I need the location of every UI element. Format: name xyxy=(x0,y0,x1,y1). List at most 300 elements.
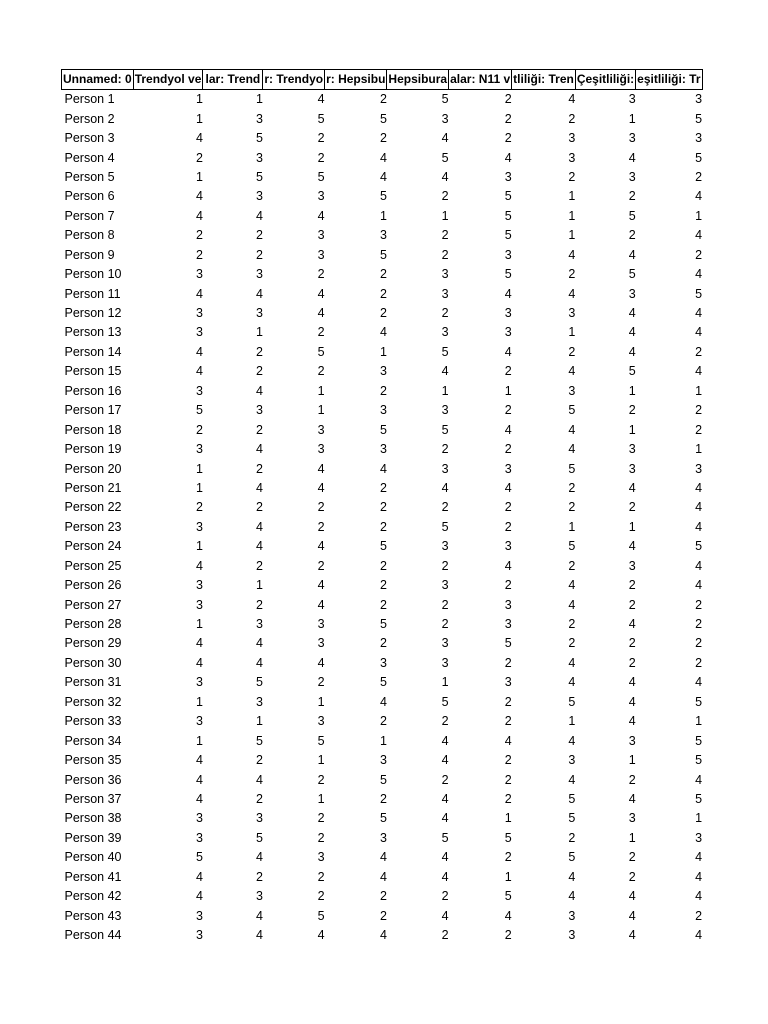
table-cell[interactable]: 4 xyxy=(568,889,576,904)
table-cell[interactable]: 2 xyxy=(568,500,576,515)
table-cell[interactable]: 2 xyxy=(504,850,512,865)
table-cell[interactable]: 1 xyxy=(695,208,703,223)
table-cell[interactable]: 2 xyxy=(695,597,703,612)
table-cell[interactable]: 3 xyxy=(195,519,203,534)
table-cell[interactable]: 3 xyxy=(379,655,387,670)
table-cell[interactable]: 5 xyxy=(568,811,576,826)
column-header[interactable]: Unnamed: 0 xyxy=(62,70,134,90)
table-cell[interactable]: 4 xyxy=(628,150,636,165)
table-cell[interactable]: 3 xyxy=(568,908,576,923)
table-cell[interactable]: 5 xyxy=(317,344,325,359)
table-cell[interactable]: 2 xyxy=(255,422,263,437)
table-cell[interactable]: 3 xyxy=(441,578,449,593)
table-cell[interactable]: 2 xyxy=(504,772,512,787)
table-cell[interactable]: 2 xyxy=(195,228,203,243)
row-label[interactable]: Person 3 xyxy=(64,131,115,146)
table-cell[interactable]: 2 xyxy=(255,247,263,262)
table-cell[interactable]: 2 xyxy=(695,169,703,184)
table-cell[interactable]: 2 xyxy=(504,714,512,729)
table-cell[interactable]: 5 xyxy=(255,169,263,184)
table-cell[interactable]: 2 xyxy=(504,928,512,943)
table-cell[interactable]: 3 xyxy=(628,169,636,184)
row-label[interactable]: Person 26 xyxy=(64,578,122,593)
table-cell[interactable]: 5 xyxy=(695,791,703,806)
table-cell[interactable]: 3 xyxy=(195,325,203,340)
row-label[interactable]: Person 14 xyxy=(64,344,122,359)
table-cell[interactable]: 3 xyxy=(441,403,449,418)
table-cell[interactable]: 4 xyxy=(695,189,703,204)
table-cell[interactable]: 4 xyxy=(628,480,636,495)
table-cell[interactable]: 2 xyxy=(695,908,703,923)
table-cell[interactable]: 1 xyxy=(195,480,203,495)
table-cell[interactable]: 5 xyxy=(441,694,449,709)
table-cell[interactable]: 4 xyxy=(695,325,703,340)
row-label[interactable]: Person 18 xyxy=(64,422,122,437)
column-header[interactable]: Trendyol ve xyxy=(133,70,203,90)
table-cell[interactable]: 3 xyxy=(441,461,449,476)
table-cell[interactable]: 2 xyxy=(695,617,703,632)
table-cell[interactable]: 4 xyxy=(255,908,263,923)
table-cell[interactable]: 2 xyxy=(441,306,449,321)
row-label[interactable]: Person 25 xyxy=(64,558,122,573)
table-cell[interactable]: 5 xyxy=(317,733,325,748)
table-cell[interactable]: 5 xyxy=(379,617,387,632)
table-cell[interactable]: 5 xyxy=(379,189,387,204)
table-cell[interactable]: 3 xyxy=(628,558,636,573)
column-header[interactable]: Hepsibura xyxy=(387,70,449,90)
table-cell[interactable]: 4 xyxy=(568,247,576,262)
table-cell[interactable]: 1 xyxy=(441,208,449,223)
table-cell[interactable]: 1 xyxy=(504,811,512,826)
table-cell[interactable]: 1 xyxy=(195,617,203,632)
table-cell[interactable]: 4 xyxy=(379,325,387,340)
table-cell[interactable]: 4 xyxy=(568,869,576,884)
table-cell[interactable]: 3 xyxy=(504,306,512,321)
table-cell[interactable]: 4 xyxy=(317,597,325,612)
table-cell[interactable]: 4 xyxy=(379,150,387,165)
table-cell[interactable]: 5 xyxy=(695,286,703,301)
table-cell[interactable]: 2 xyxy=(695,655,703,670)
table-cell[interactable]: 1 xyxy=(195,733,203,748)
table-cell[interactable]: 5 xyxy=(317,908,325,923)
table-cell[interactable]: 4 xyxy=(317,306,325,321)
table-cell[interactable]: 3 xyxy=(441,636,449,651)
table-cell[interactable]: 4 xyxy=(568,675,576,690)
table-cell[interactable]: 3 xyxy=(255,889,263,904)
column-header[interactable]: r: Trendyo xyxy=(263,70,325,90)
table-cell[interactable]: 2 xyxy=(628,228,636,243)
table-cell[interactable]: 3 xyxy=(504,675,512,690)
row-label[interactable]: Person 32 xyxy=(64,694,122,709)
table-cell[interactable]: 2 xyxy=(568,830,576,845)
row-label[interactable]: Person 13 xyxy=(64,325,122,340)
table-cell[interactable]: 3 xyxy=(195,811,203,826)
table-cell[interactable]: 2 xyxy=(568,267,576,282)
table-cell[interactable]: 3 xyxy=(379,228,387,243)
table-cell[interactable]: 3 xyxy=(317,636,325,651)
table-cell[interactable]: 2 xyxy=(441,500,449,515)
table-cell[interactable]: 3 xyxy=(317,442,325,457)
table-cell[interactable]: 3 xyxy=(195,383,203,398)
table-cell[interactable]: 4 xyxy=(195,636,203,651)
table-cell[interactable]: 5 xyxy=(195,403,203,418)
table-cell[interactable]: 3 xyxy=(255,267,263,282)
row-label[interactable]: Person 16 xyxy=(64,383,122,398)
table-cell[interactable]: 2 xyxy=(628,772,636,787)
table-cell[interactable]: 3 xyxy=(317,228,325,243)
table-cell[interactable]: 2 xyxy=(441,442,449,457)
table-cell[interactable]: 4 xyxy=(255,286,263,301)
table-cell[interactable]: 1 xyxy=(568,208,576,223)
table-cell[interactable]: 4 xyxy=(317,92,325,107)
row-label[interactable]: Person 20 xyxy=(64,461,122,476)
row-label[interactable]: Person 39 xyxy=(64,830,122,845)
table-cell[interactable]: 4 xyxy=(255,850,263,865)
row-label[interactable]: Person 12 xyxy=(64,306,122,321)
table-cell[interactable]: 5 xyxy=(504,189,512,204)
table-cell[interactable]: 4 xyxy=(628,714,636,729)
table-cell[interactable]: 3 xyxy=(255,617,263,632)
table-cell[interactable]: 3 xyxy=(628,442,636,457)
table-cell[interactable]: 2 xyxy=(441,189,449,204)
row-label[interactable]: Person 7 xyxy=(64,208,115,223)
table-cell[interactable]: 4 xyxy=(628,791,636,806)
table-cell[interactable]: 5 xyxy=(628,267,636,282)
table-cell[interactable]: 4 xyxy=(695,928,703,943)
table-cell[interactable]: 1 xyxy=(568,325,576,340)
table-cell[interactable]: 4 xyxy=(317,578,325,593)
table-cell[interactable]: 2 xyxy=(317,519,325,534)
table-cell[interactable]: 2 xyxy=(504,111,512,126)
table-cell[interactable]: 5 xyxy=(441,830,449,845)
table-cell[interactable]: 1 xyxy=(504,383,512,398)
table-cell[interactable]: 4 xyxy=(568,655,576,670)
table-cell[interactable]: 2 xyxy=(568,636,576,651)
table-cell[interactable]: 2 xyxy=(628,597,636,612)
table-cell[interactable]: 4 xyxy=(317,286,325,301)
table-cell[interactable]: 4 xyxy=(195,753,203,768)
row-label[interactable]: Person 29 xyxy=(64,636,122,651)
row-label[interactable]: Person 5 xyxy=(64,169,115,184)
table-cell[interactable]: 4 xyxy=(504,422,512,437)
row-label[interactable]: Person 1 xyxy=(64,92,115,107)
table-cell[interactable]: 3 xyxy=(504,325,512,340)
table-cell[interactable]: 2 xyxy=(379,791,387,806)
table-cell[interactable]: 4 xyxy=(695,772,703,787)
table-cell[interactable]: 3 xyxy=(317,850,325,865)
table-cell[interactable]: 3 xyxy=(441,267,449,282)
table-cell[interactable]: 1 xyxy=(628,519,636,534)
table-cell[interactable]: 2 xyxy=(317,500,325,515)
table-cell[interactable]: 5 xyxy=(441,344,449,359)
table-cell[interactable]: 2 xyxy=(628,403,636,418)
table-cell[interactable]: 5 xyxy=(255,675,263,690)
table-cell[interactable]: 3 xyxy=(628,811,636,826)
table-cell[interactable]: 3 xyxy=(628,286,636,301)
table-cell[interactable]: 4 xyxy=(255,928,263,943)
table-cell[interactable]: 5 xyxy=(628,364,636,379)
table-cell[interactable]: 2 xyxy=(317,772,325,787)
table-cell[interactable]: 5 xyxy=(568,539,576,554)
table-cell[interactable]: 4 xyxy=(504,480,512,495)
table-cell[interactable]: 2 xyxy=(628,655,636,670)
table-cell[interactable]: 3 xyxy=(379,830,387,845)
table-cell[interactable]: 4 xyxy=(195,286,203,301)
table-cell[interactable]: 4 xyxy=(441,169,449,184)
table-cell[interactable]: 4 xyxy=(441,131,449,146)
row-label[interactable]: Person 37 xyxy=(64,791,122,806)
table-cell[interactable]: 4 xyxy=(628,928,636,943)
table-cell[interactable]: 4 xyxy=(568,597,576,612)
table-cell[interactable]: 3 xyxy=(504,461,512,476)
table-cell[interactable]: 3 xyxy=(695,461,703,476)
table-cell[interactable]: 4 xyxy=(441,753,449,768)
table-cell[interactable]: 5 xyxy=(255,830,263,845)
table-cell[interactable]: 3 xyxy=(568,131,576,146)
table-cell[interactable]: 3 xyxy=(195,442,203,457)
table-cell[interactable]: 3 xyxy=(379,403,387,418)
row-label[interactable]: Person 33 xyxy=(64,714,122,729)
table-cell[interactable]: 3 xyxy=(441,286,449,301)
table-cell[interactable]: 3 xyxy=(695,92,703,107)
table-cell[interactable]: 5 xyxy=(379,675,387,690)
table-cell[interactable]: 2 xyxy=(628,636,636,651)
table-cell[interactable]: 3 xyxy=(317,422,325,437)
row-label[interactable]: Person 6 xyxy=(64,189,115,204)
table-cell[interactable]: 3 xyxy=(568,150,576,165)
table-cell[interactable]: 1 xyxy=(317,753,325,768)
table-cell[interactable]: 4 xyxy=(695,228,703,243)
table-cell[interactable]: 1 xyxy=(379,733,387,748)
table-cell[interactable]: 3 xyxy=(504,169,512,184)
row-label[interactable]: Person 28 xyxy=(64,617,122,632)
row-label[interactable]: Person 15 xyxy=(64,364,122,379)
table-cell[interactable]: 1 xyxy=(255,714,263,729)
table-cell[interactable]: 4 xyxy=(628,539,636,554)
table-cell[interactable]: 2 xyxy=(568,111,576,126)
table-cell[interactable]: 2 xyxy=(317,150,325,165)
table-cell[interactable]: 2 xyxy=(441,928,449,943)
table-cell[interactable]: 4 xyxy=(695,364,703,379)
table-cell[interactable]: 4 xyxy=(317,539,325,554)
table-cell[interactable]: 2 xyxy=(504,519,512,534)
table-cell[interactable]: 4 xyxy=(695,889,703,904)
table-cell[interactable]: 3 xyxy=(195,908,203,923)
table-cell[interactable]: 5 xyxy=(695,694,703,709)
table-cell[interactable]: 4 xyxy=(504,286,512,301)
table-cell[interactable]: 2 xyxy=(695,636,703,651)
table-cell[interactable]: 5 xyxy=(504,267,512,282)
table-cell[interactable]: 3 xyxy=(568,306,576,321)
table-cell[interactable]: 5 xyxy=(441,92,449,107)
table-cell[interactable]: 4 xyxy=(568,364,576,379)
table-cell[interactable]: 4 xyxy=(695,500,703,515)
table-cell[interactable]: 4 xyxy=(255,442,263,457)
table-cell[interactable]: 4 xyxy=(441,364,449,379)
table-cell[interactable]: 2 xyxy=(628,869,636,884)
table-cell[interactable]: 1 xyxy=(317,383,325,398)
column-header[interactable]: alar: N11 v xyxy=(449,70,512,90)
table-cell[interactable]: 4 xyxy=(195,189,203,204)
table-cell[interactable]: 2 xyxy=(317,364,325,379)
table-cell[interactable]: 3 xyxy=(255,811,263,826)
table-cell[interactable]: 5 xyxy=(504,830,512,845)
table-cell[interactable]: 4 xyxy=(379,694,387,709)
table-cell[interactable]: 2 xyxy=(441,772,449,787)
table-cell[interactable]: 4 xyxy=(317,655,325,670)
table-cell[interactable]: 2 xyxy=(255,228,263,243)
table-cell[interactable]: 2 xyxy=(504,655,512,670)
table-cell[interactable]: 4 xyxy=(695,675,703,690)
table-cell[interactable]: 5 xyxy=(255,733,263,748)
table-cell[interactable]: 2 xyxy=(695,422,703,437)
table-cell[interactable]: 4 xyxy=(441,869,449,884)
column-header[interactable]: Çeşitliliği: xyxy=(575,70,635,90)
row-label[interactable]: Person 21 xyxy=(64,480,122,495)
table-cell[interactable]: 1 xyxy=(441,383,449,398)
table-cell[interactable]: 4 xyxy=(568,422,576,437)
table-cell[interactable]: 3 xyxy=(504,597,512,612)
row-label[interactable]: Person 35 xyxy=(64,753,122,768)
table-cell[interactable]: 4 xyxy=(255,383,263,398)
table-cell[interactable]: 1 xyxy=(568,519,576,534)
table-cell[interactable]: 3 xyxy=(379,364,387,379)
table-cell[interactable]: 1 xyxy=(255,578,263,593)
table-cell[interactable]: 4 xyxy=(628,325,636,340)
table-cell[interactable]: 2 xyxy=(317,811,325,826)
table-cell[interactable]: 4 xyxy=(379,169,387,184)
table-cell[interactable]: 4 xyxy=(628,247,636,262)
table-cell[interactable]: 3 xyxy=(695,830,703,845)
table-cell[interactable]: 2 xyxy=(379,92,387,107)
table-cell[interactable]: 5 xyxy=(695,111,703,126)
table-cell[interactable]: 4 xyxy=(504,150,512,165)
table-cell[interactable]: 2 xyxy=(695,247,703,262)
table-cell[interactable]: 2 xyxy=(379,714,387,729)
table-cell[interactable]: 4 xyxy=(628,908,636,923)
table-cell[interactable]: 2 xyxy=(255,461,263,476)
table-cell[interactable]: 2 xyxy=(568,169,576,184)
table-cell[interactable]: 2 xyxy=(195,500,203,515)
table-cell[interactable]: 4 xyxy=(504,908,512,923)
table-cell[interactable]: 5 xyxy=(379,422,387,437)
table-cell[interactable]: 5 xyxy=(379,111,387,126)
table-cell[interactable]: 2 xyxy=(441,228,449,243)
table-cell[interactable]: 3 xyxy=(379,753,387,768)
table-cell[interactable]: 1 xyxy=(628,753,636,768)
row-label[interactable]: Person 36 xyxy=(64,772,122,787)
table-cell[interactable]: 3 xyxy=(195,578,203,593)
table-cell[interactable]: 5 xyxy=(317,169,325,184)
table-cell[interactable]: 4 xyxy=(568,92,576,107)
table-cell[interactable]: 5 xyxy=(379,772,387,787)
table-cell[interactable]: 2 xyxy=(195,422,203,437)
table-cell[interactable]: 2 xyxy=(504,578,512,593)
table-cell[interactable]: 2 xyxy=(695,344,703,359)
table-cell[interactable]: 4 xyxy=(317,480,325,495)
table-cell[interactable]: 5 xyxy=(441,422,449,437)
table-cell[interactable]: 4 xyxy=(195,655,203,670)
table-cell[interactable]: 4 xyxy=(441,791,449,806)
table-cell[interactable]: 2 xyxy=(504,442,512,457)
table-cell[interactable]: 5 xyxy=(695,150,703,165)
table-cell[interactable]: 2 xyxy=(195,247,203,262)
table-cell[interactable]: 2 xyxy=(504,694,512,709)
table-cell[interactable]: 1 xyxy=(195,169,203,184)
row-label[interactable]: Person 9 xyxy=(64,247,115,262)
table-cell[interactable]: 4 xyxy=(628,694,636,709)
table-cell[interactable]: 2 xyxy=(379,383,387,398)
column-header[interactable]: eşitliliği: Tr xyxy=(636,70,702,90)
table-cell[interactable]: 5 xyxy=(504,889,512,904)
table-cell[interactable]: 2 xyxy=(504,131,512,146)
table-cell[interactable]: 4 xyxy=(255,519,263,534)
table-cell[interactable]: 3 xyxy=(568,383,576,398)
table-cell[interactable]: 3 xyxy=(504,247,512,262)
table-cell[interactable]: 2 xyxy=(504,403,512,418)
table-cell[interactable]: 5 xyxy=(568,850,576,865)
table-cell[interactable]: 4 xyxy=(441,908,449,923)
table-cell[interactable]: 2 xyxy=(628,850,636,865)
table-cell[interactable]: 3 xyxy=(195,267,203,282)
table-cell[interactable]: 4 xyxy=(628,344,636,359)
table-cell[interactable]: 3 xyxy=(504,539,512,554)
row-label[interactable]: Person 38 xyxy=(64,811,122,826)
table-cell[interactable]: 2 xyxy=(441,597,449,612)
table-cell[interactable]: 2 xyxy=(379,578,387,593)
table-cell[interactable]: 3 xyxy=(255,694,263,709)
table-cell[interactable]: 1 xyxy=(195,111,203,126)
table-cell[interactable]: 4 xyxy=(568,578,576,593)
table-cell[interactable]: 4 xyxy=(379,850,387,865)
table-cell[interactable]: 5 xyxy=(628,208,636,223)
table-cell[interactable]: 2 xyxy=(317,267,325,282)
table-cell[interactable]: 2 xyxy=(504,500,512,515)
table-cell[interactable]: 2 xyxy=(568,344,576,359)
row-label[interactable]: Person 43 xyxy=(64,908,122,923)
table-cell[interactable]: 5 xyxy=(695,753,703,768)
table-cell[interactable]: 3 xyxy=(441,325,449,340)
table-cell[interactable]: 1 xyxy=(695,714,703,729)
table-cell[interactable]: 3 xyxy=(695,131,703,146)
table-cell[interactable]: 4 xyxy=(628,675,636,690)
table-cell[interactable]: 4 xyxy=(255,208,263,223)
table-cell[interactable]: 1 xyxy=(628,111,636,126)
table-cell[interactable]: 5 xyxy=(568,694,576,709)
row-label[interactable]: Person 31 xyxy=(64,675,122,690)
table-cell[interactable]: 4 xyxy=(504,558,512,573)
table-cell[interactable]: 1 xyxy=(628,830,636,845)
table-cell[interactable]: 4 xyxy=(195,772,203,787)
table-cell[interactable]: 2 xyxy=(441,558,449,573)
row-label[interactable]: Person 27 xyxy=(64,597,122,612)
row-label[interactable]: Person 17 xyxy=(64,403,122,418)
table-cell[interactable]: 4 xyxy=(695,850,703,865)
table-cell[interactable]: 2 xyxy=(695,403,703,418)
table-cell[interactable]: 5 xyxy=(568,791,576,806)
table-cell[interactable]: 5 xyxy=(568,461,576,476)
table-cell[interactable]: 4 xyxy=(695,267,703,282)
table-cell[interactable]: 1 xyxy=(317,694,325,709)
table-cell[interactable]: 5 xyxy=(504,208,512,223)
table-cell[interactable]: 3 xyxy=(628,92,636,107)
table-cell[interactable]: 3 xyxy=(317,189,325,204)
table-cell[interactable]: 2 xyxy=(628,500,636,515)
table-cell[interactable]: 3 xyxy=(255,306,263,321)
table-cell[interactable]: 4 xyxy=(628,889,636,904)
table-cell[interactable]: 2 xyxy=(317,675,325,690)
row-label[interactable]: Person 11 xyxy=(64,286,121,301)
